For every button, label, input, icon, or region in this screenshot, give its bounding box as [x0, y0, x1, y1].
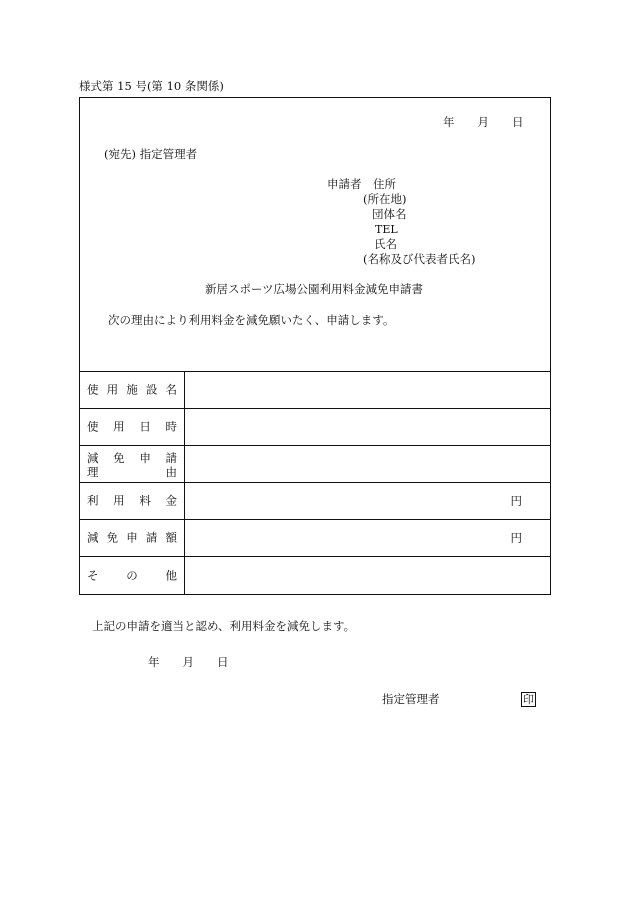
reduction-amount-label: 減免申請額 [87, 530, 177, 545]
application-date: 年 月 日 [443, 115, 524, 129]
name-note: (名称及び代表者氏名) [363, 252, 476, 266]
table-row [80, 557, 550, 594]
usage-fee-field[interactable] [185, 483, 550, 519]
applicant-section [80, 98, 550, 372]
approval-statement: 上記の申請を適当と認め、利用料金を減免します。 [92, 619, 356, 633]
yen-unit: 円 [510, 494, 522, 508]
other-label: その他 [87, 568, 177, 583]
form-number: 様式第 15 号(第 10 条関係) [79, 79, 224, 93]
address-note: (所在地) [363, 192, 407, 206]
reduction-reason-field[interactable] [185, 446, 550, 482]
applicant-address-label: 申請者 住所 [327, 177, 396, 191]
table-row [80, 372, 550, 409]
facility-label: 使用施設名 [87, 382, 177, 397]
tel-label: TEL [375, 223, 398, 236]
application-form [79, 97, 551, 595]
usage-datetime-label: 使用日時 [87, 419, 177, 434]
reduction-reason-label: 減免申請 理由 [87, 451, 177, 479]
table-row [80, 483, 550, 520]
yen-unit: 円 [510, 531, 522, 545]
manager-label: 指定管理者 [382, 692, 440, 706]
facility-field[interactable] [185, 372, 550, 408]
table-row [80, 520, 550, 557]
table-row [80, 409, 550, 446]
other-field[interactable] [185, 557, 550, 594]
addressee: (宛先) 指定管理者 [104, 147, 198, 161]
reduction-amount-field[interactable] [185, 520, 550, 556]
approval-date: 年 月 日 [148, 655, 229, 669]
usage-fee-label: 利用料金 [87, 493, 177, 508]
table-row [80, 446, 550, 483]
name-label: 氏名 [374, 237, 397, 251]
request-text: 次の理由により利用料金を減免願いたく、申請します。 [108, 313, 395, 327]
form-title: 新居スポーツ広場公園利用料金減免申請書 [205, 282, 424, 296]
organization-label: 団体名 [372, 207, 407, 221]
detail-table [80, 372, 550, 594]
seal-mark: 印 [523, 693, 534, 706]
usage-datetime-field[interactable] [185, 409, 550, 445]
